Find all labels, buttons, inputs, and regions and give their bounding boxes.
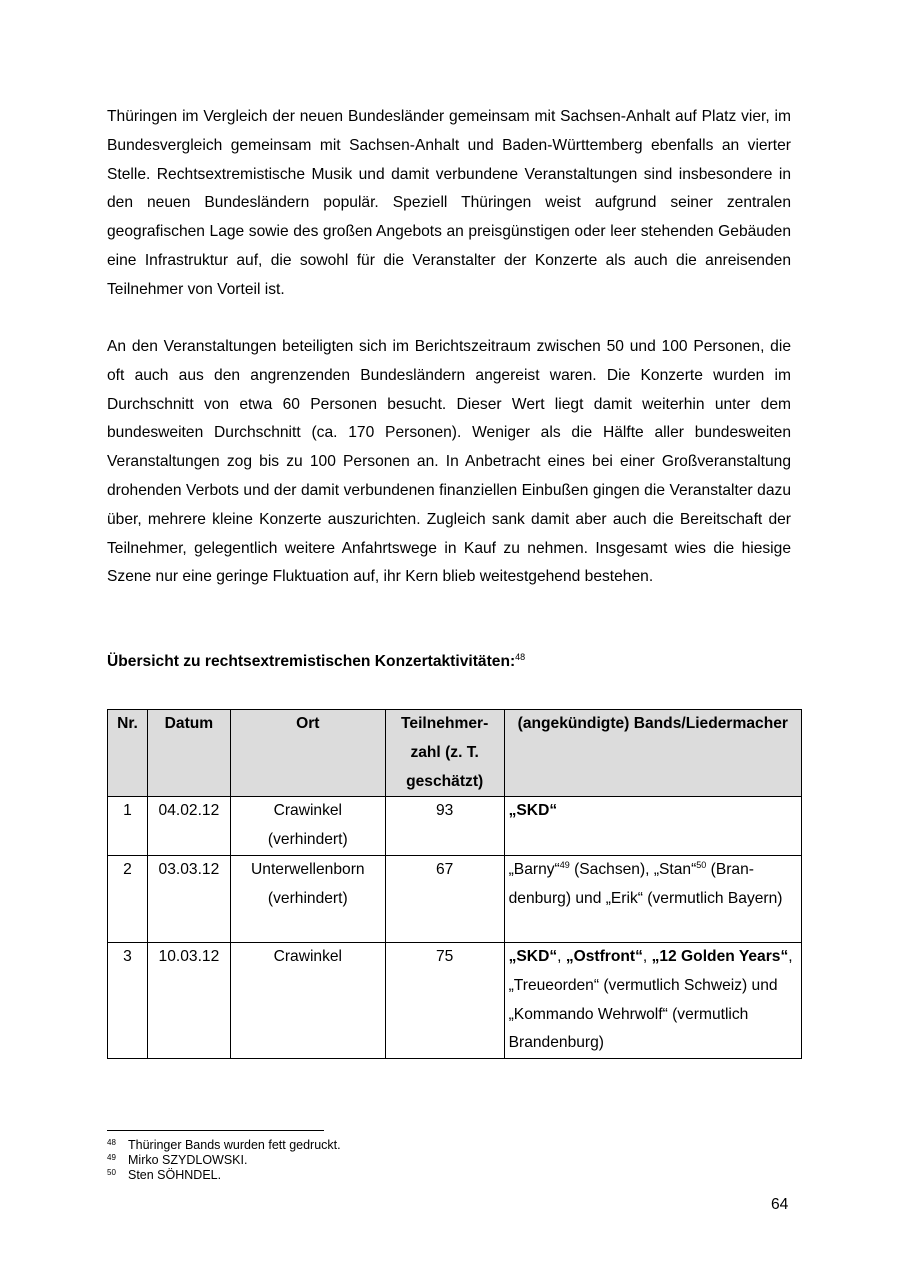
cell-ort: Crawinkel (verhindert) <box>230 797 385 856</box>
footnotes <box>107 1138 341 1183</box>
header-bands: (angekündigte) Bands/Liedermacher <box>504 710 801 797</box>
cell-datum: 04.02.12 <box>147 797 230 856</box>
header-teilnehmer: Teilnehmer-zahl (z. T. geschätzt) <box>385 710 504 797</box>
cell-bands <box>504 855 801 942</box>
band-name: „SKD“ <box>508 802 558 820</box>
page-number: 64 <box>771 1196 789 1213</box>
table-header-row <box>108 710 802 797</box>
cell-nr: 3 <box>108 942 148 1058</box>
bands-text: „Barny“ <box>508 860 560 878</box>
header-ort: Ort <box>230 710 385 797</box>
footnote-number: 50 <box>107 1168 116 1177</box>
section-heading-text: Übersicht zu rechtsextremistischen Konzertaktivitäten: <box>107 653 516 670</box>
concert-table <box>107 709 802 1059</box>
section-heading <box>107 648 525 676</box>
footnote-number: 48 <box>107 1138 116 1147</box>
cell-datum: 10.03.12 <box>147 942 230 1058</box>
footnote-text: Sten SÖHNDEL. <box>128 1168 222 1182</box>
body-paragraph-2: An den Veranstaltungen beteiligten sich im Berichtszeitraum zwischen 50 und 100 Personen, die oft auch aus den angrenzenden Bundesländern angereist waren. Die Konzerte wurden im Durchschnitt von etwa 60 Personen besucht. Dieser Wert liegt damit weiterhin unter dem bundesweiten Durchschnitt (ca. 170 Personen). Weniger als die Hälfte aller bundesweiten Veranstaltungen zog bis zu 100 Personen an. In Anbetracht eines bei einer Großveranstaltung drohenden Verbots und der damit verbundenen finanziellen Einbußen gingen die Veranstalter dazu über, mehrere kleine Konzerte auszurichten. Zugleich sank damit aber auch die Bereitschaft der Teilnehmer, gelegentlich weitere Anfahrtswege in Kauf zu nehmen. Insgesamt wies die hiesige Szene nur eine geringe Fluktuation auf, ihr Kern blieb weitestgehend bestehen. <box>107 338 791 586</box>
bands-text: (Brandenburg) und „Erik“ (vermutlich Bayern) <box>508 860 783 907</box>
header-nr: Nr. <box>108 710 148 797</box>
cell-teilnehmer: 93 <box>385 797 504 856</box>
cell-ort: Crawinkel <box>230 942 385 1058</box>
cell-bands <box>504 797 801 856</box>
cell-nr: 2 <box>108 855 148 942</box>
body-paragraph-1: Thüringen im Vergleich der neuen Bundesländer gemeinsam mit Sachsen-Anhalt auf Platz vier, im Bundesvergleich gemeinsam mit Sachsen-Anhalt und Baden-Württemberg ebenfalls an vierter Stelle. Rechtsextremistische Musik und damit verbundene Veranstaltungen sind insbesondere in den neuen Bundesländern populär. Speziell Thüringen weist aufgrund seiner zentralen geografischen Lage sowie des großen Angebots an preisgünstigen oder leer stehenden Gebäuden eine Infrastruktur auf, die sowohl für die Veranstalter der Konzerte als auch die anreisenden Teilnehmer von Vorteil ist. <box>107 108 791 298</box>
bands-text: , „Treueorden“ (vermutlich Schweiz) und „Kommando Wehrwolf“ (vermutlich Brandenburg) <box>508 947 793 1052</box>
band-name: „12 Golden Years“ <box>651 947 789 965</box>
footnote-ref-49: 49 <box>559 859 570 870</box>
footnote-ref-50: 50 <box>696 859 707 870</box>
footnote <box>107 1168 341 1183</box>
footnote-text: Thüringer Bands wurden fett gedruckt. <box>128 1138 341 1152</box>
bands-text: (Sachsen), „Stan“ <box>569 860 697 878</box>
separator: , <box>557 947 566 965</box>
band-name: „SKD“ <box>508 947 558 965</box>
cell-ort: Unterwellenborn (verhindert) <box>230 855 385 942</box>
cell-teilnehmer: 75 <box>385 942 504 1058</box>
table-row <box>108 797 802 856</box>
footnote-divider <box>107 1130 324 1131</box>
footnote-number: 49 <box>107 1153 116 1162</box>
cell-teilnehmer: 67 <box>385 855 504 942</box>
cell-nr: 1 <box>108 797 148 856</box>
footnote <box>107 1153 341 1168</box>
header-datum: Datum <box>147 710 230 797</box>
footnote-text: Mirko SZYDLOWSKI. <box>128 1153 248 1167</box>
footnote <box>107 1138 341 1153</box>
cell-datum: 03.03.12 <box>147 855 230 942</box>
band-name: „Ostfront“ <box>565 947 643 965</box>
separator: , <box>642 947 652 965</box>
footnote-ref-48: 48 <box>515 651 526 662</box>
cell-bands <box>504 942 801 1058</box>
table-row <box>108 942 802 1058</box>
table-row <box>108 855 802 942</box>
